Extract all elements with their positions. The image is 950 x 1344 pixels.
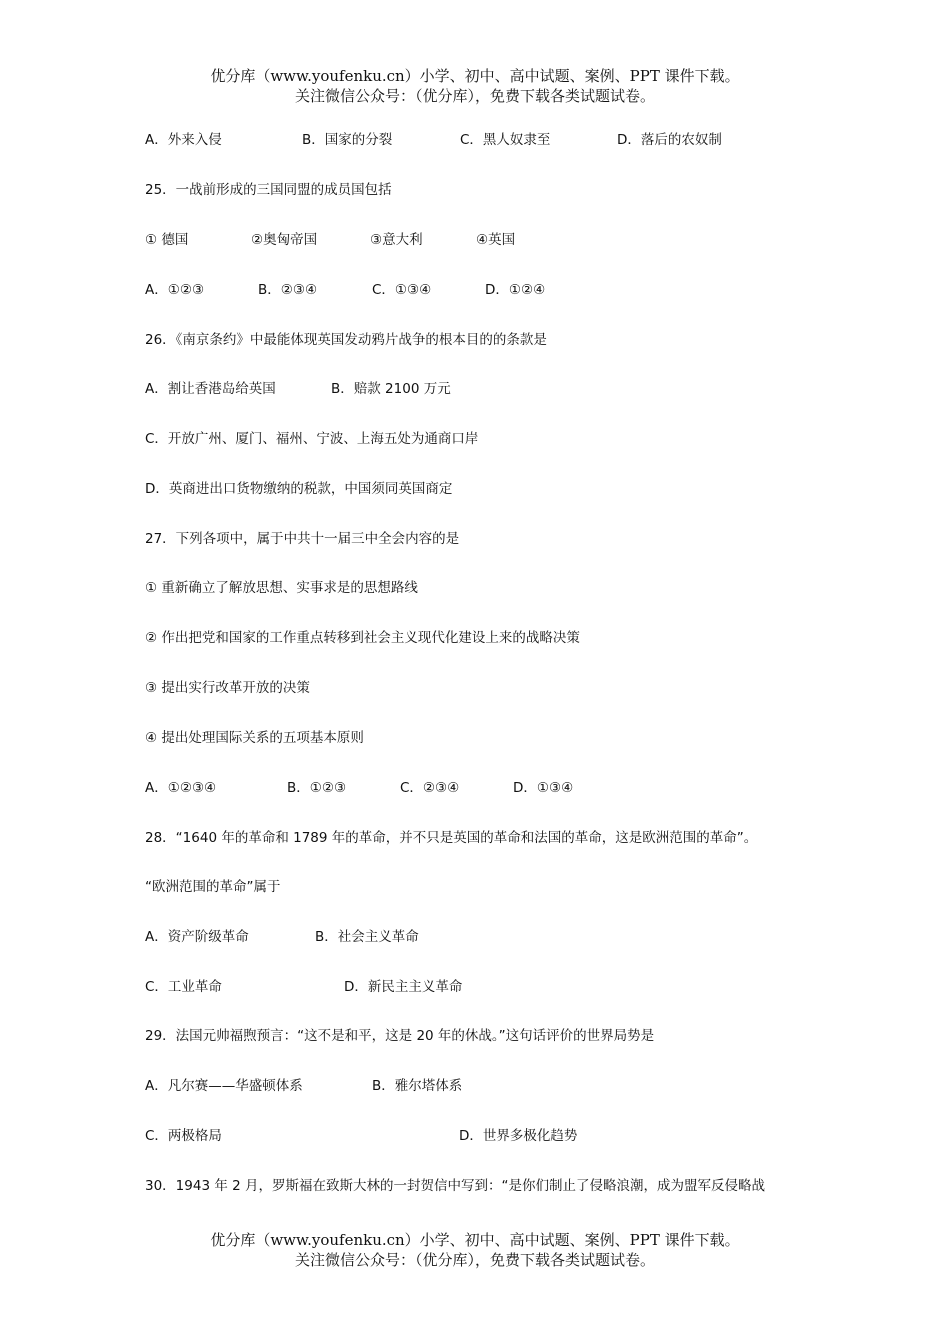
- q28-option-d: D．新民主主义革命: [344, 979, 463, 995]
- q29-option-a: A．凡尔赛——华盛顿体系: [145, 1078, 303, 1094]
- q24-option-c: C．黑人奴隶至: [460, 132, 551, 148]
- q26-stem: 26．《南京条约》中最能体现英国发动鸦片战争的根本目的的条款是: [145, 332, 547, 348]
- header-line-1: 优分库（www.youfenku.cn）小学、初中、高中试题、案例、PPT 课件下载。: [210, 67, 740, 85]
- footer-line-2: 关注微信公众号：（优分库），免费下载各类试题试卷。: [294, 1251, 655, 1269]
- q24-options: [145, 128, 845, 148]
- q26-option-d: D．英商进出口货物缴纳的税款，中国须同英国商定: [145, 481, 453, 497]
- q27-item-1: ① 重新确立了解放思想、实事求是的思想路线: [145, 580, 418, 596]
- q25-items: [145, 228, 845, 248]
- q25-option-b: B．②③④: [258, 282, 318, 298]
- q29-stem: 29．法国元帅福煦预言：“这不是和平，这是 20 年的休战。”这句话评价的世界局势是: [145, 1028, 655, 1044]
- q27-item-3: ③ 提出实行改革开放的决策: [145, 680, 310, 696]
- q25-item-3: ③意大利: [370, 232, 423, 248]
- q25-option-c: C．①③④: [372, 282, 432, 298]
- q28-option-b: B．社会主义革命: [315, 929, 419, 945]
- q26-options-ab: [145, 377, 845, 397]
- q29-option-d: D．世界多极化趋势: [459, 1128, 578, 1144]
- q28-options-cd: [145, 975, 845, 995]
- q25-options: [145, 278, 845, 298]
- q25-option-d: D．①②④: [485, 282, 546, 298]
- q26-option-a: A．割让香港岛给英国: [145, 381, 276, 397]
- q24-option-a: A．外来入侵: [145, 132, 222, 148]
- q30-stem: 30．1943 年 2 月，罗斯福在致斯大林的一封贺信中写到：“是你们制止了侵略浪潮，成为盟军反侵略战: [145, 1178, 765, 1194]
- q27-stem: 27．下列各项中，属于中共十一届三中全会内容的是: [145, 531, 460, 547]
- footer-line-1: 优分库（www.youfenku.cn）小学、初中、高中试题、案例、PPT 课件下载。: [210, 1231, 740, 1249]
- q25-option-a: A．①②③: [145, 282, 205, 298]
- q27-option-c: C．②③④: [400, 780, 460, 796]
- q28-stem: 28．“1640 年的革命和 1789 年的革命，并不只是英国的革命和法国的革命，这是欧洲范围的革命”。: [145, 830, 758, 846]
- q24-option-d: D．落后的农奴制: [617, 132, 722, 148]
- header-line-2: 关注微信公众号：（优分库），免费下载各类试题试卷。: [294, 87, 655, 105]
- q29-options-ab: [145, 1074, 845, 1094]
- q26-option-c: C．开放广州、厦门、福州、宁波、上海五处为通商口岸: [145, 431, 479, 447]
- q25-stem: 25．一战前形成的三国同盟的成员国包括: [145, 182, 392, 198]
- q27-item-2: ② 作出把党和国家的工作重点转移到社会主义现代化建设上来的战略决策: [145, 630, 580, 646]
- q29-option-b: B．雅尔塔体系: [372, 1078, 463, 1094]
- q24-option-b: B．国家的分裂: [302, 132, 393, 148]
- q29-option-c: C．两极格局: [145, 1128, 222, 1144]
- q27-option-a: A．①②③④: [145, 780, 217, 796]
- q25-item-1: ① 德国: [145, 232, 189, 248]
- q28-option-c: C．工业革命: [145, 979, 222, 995]
- q26-option-b: B．赔款 2100 万元: [331, 381, 451, 397]
- q27-option-b: B．①②③: [287, 780, 347, 796]
- q27-options: [145, 776, 845, 796]
- q27-item-4: ④ 提出处理国际关系的五项基本原则: [145, 730, 364, 746]
- q25-item-2: ②奥匈帝国: [251, 232, 318, 248]
- q25-item-4: ④英国: [476, 232, 516, 248]
- q27-option-d: D．①③④: [513, 780, 574, 796]
- q28-stem-continued: “欧洲范围的革命”属于: [145, 879, 281, 895]
- q29-options-cd: [145, 1124, 845, 1144]
- q28-option-a: A．资产阶级革命: [145, 929, 249, 945]
- q28-options-ab: [145, 925, 845, 945]
